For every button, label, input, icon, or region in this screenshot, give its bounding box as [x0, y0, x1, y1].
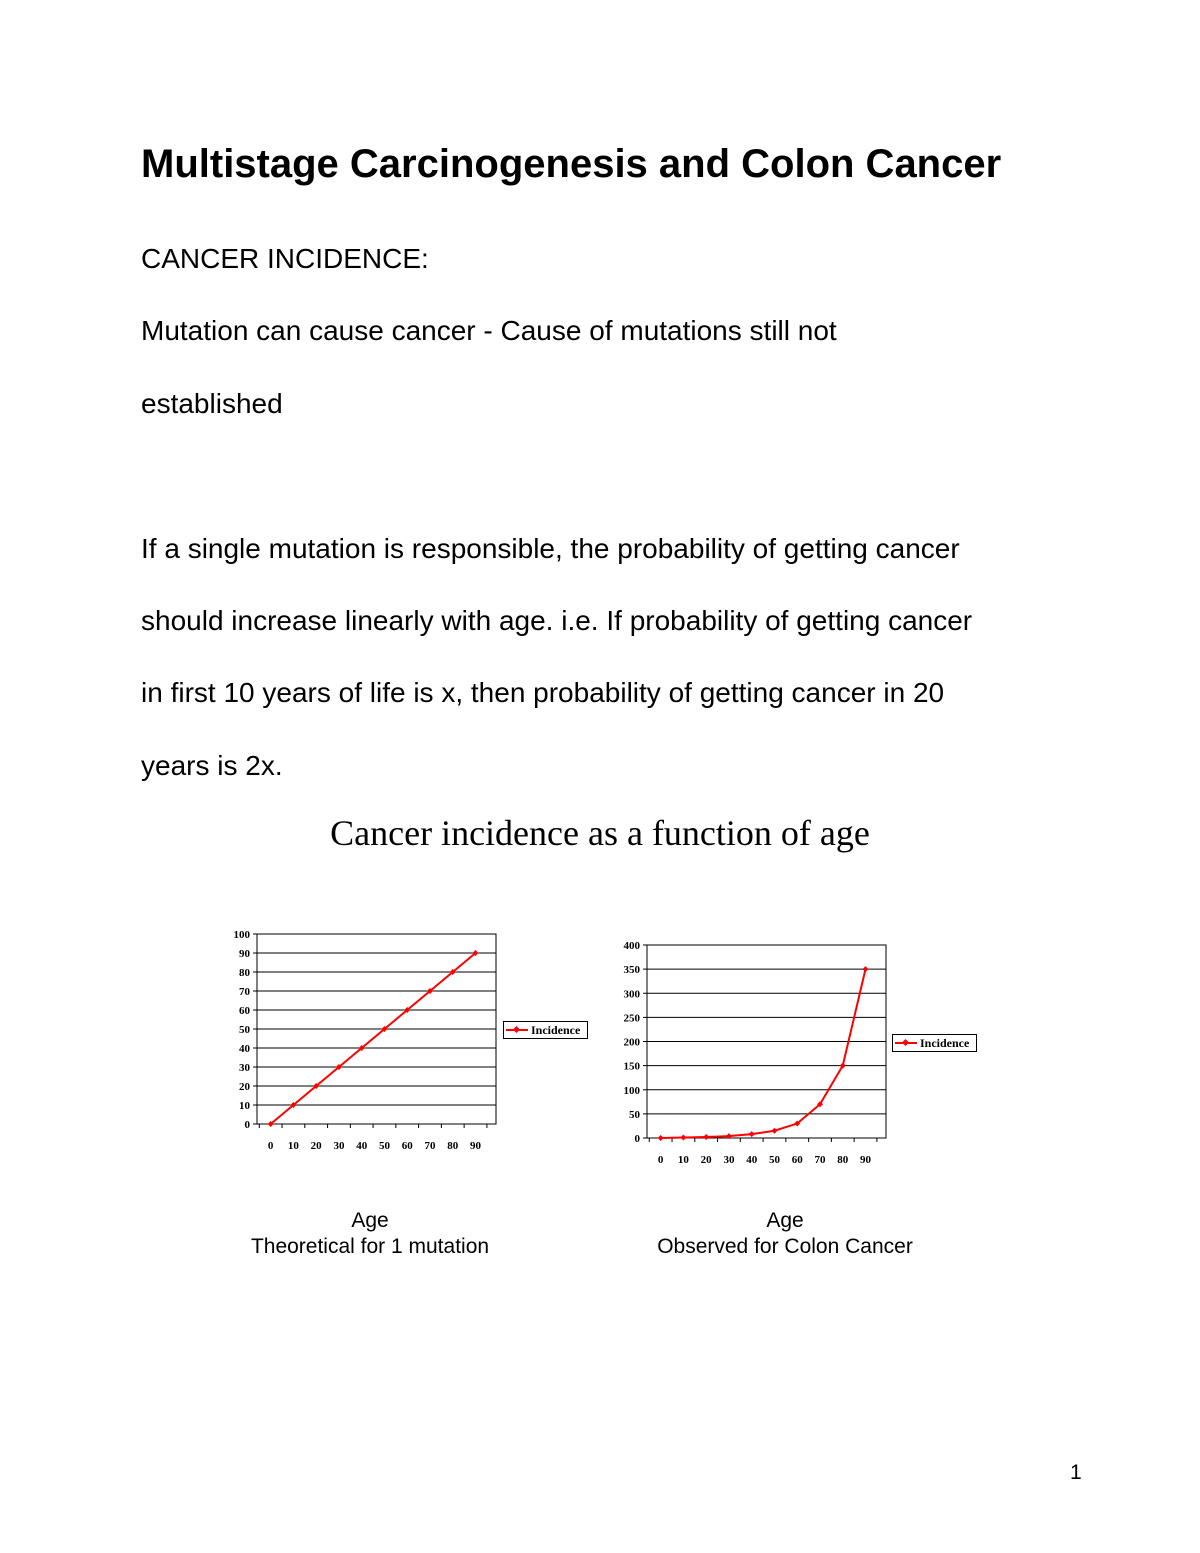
section-heading: CANCER INCIDENCE: [141, 243, 429, 274]
y-tick-label: 90 [239, 948, 250, 960]
caption-text: Theoretical for 1 mutation [250, 1235, 490, 1258]
y-tick-label: 10 [239, 1100, 250, 1112]
page-title: Multistage Carcinogenesis and Colon Cancer [141, 142, 1002, 186]
y-tick-label: 70 [239, 986, 250, 998]
y-tick-label: 80 [239, 967, 250, 979]
y-tick-label: 400 [623, 940, 640, 952]
chart-caption-theoretical [220, 1208, 520, 1260]
y-tick-label: 350 [623, 964, 640, 977]
x-tick-label: 10 [287, 1140, 299, 1152]
x-tick-label: 40 [356, 1140, 368, 1152]
x-tick-label: 80 [447, 1140, 459, 1152]
series-line [271, 953, 476, 1124]
body-line: established [141, 388, 283, 419]
x-tick-label: 80 [837, 1154, 849, 1166]
x-tick-label: 50 [768, 1154, 780, 1166]
y-tick-label: 60 [239, 1005, 250, 1017]
body-line: should increase linearly with age. i.e. If probability of getting cancer [141, 605, 973, 636]
series-line [661, 969, 866, 1138]
chart-caption-observed [635, 1208, 935, 1260]
x-tick-label: 20 [700, 1154, 712, 1166]
x-tick-label: 30 [723, 1154, 735, 1166]
figure-title: Cancer incidence as a function of age [330, 813, 870, 853]
x-axis-label: Age [351, 1209, 389, 1232]
y-tick-label: 100 [623, 1084, 640, 1097]
chart-legend-theoretical [503, 1021, 588, 1039]
x-tick-label: 0 [267, 1140, 274, 1152]
chart-legend-observed [892, 1034, 977, 1052]
caption-text: Observed for Colon Cancer [657, 1235, 913, 1258]
x-axis-label: Age [766, 1209, 804, 1232]
y-tick-label: 300 [623, 988, 640, 1001]
body-line: If a single mutation is responsible, the probability of getting cancer [141, 533, 960, 564]
x-tick-label: 0 [657, 1154, 664, 1166]
data-point [749, 1131, 755, 1137]
x-tick-label: 50 [378, 1140, 390, 1152]
x-tick-label: 30 [333, 1140, 345, 1152]
y-tick-label: 250 [623, 1012, 640, 1025]
data-point [863, 966, 869, 972]
x-tick-label: 60 [401, 1140, 413, 1152]
data-point [680, 1135, 686, 1141]
y-tick-label: 100 [233, 929, 250, 941]
body-line: in first 10 years of life is x, then probability of getting cancer in 20 [141, 677, 945, 708]
y-tick-label: 150 [623, 1060, 640, 1073]
legend-label: Incidence [531, 1022, 581, 1037]
data-point [771, 1128, 777, 1134]
x-tick-label: 70 [814, 1154, 826, 1166]
x-tick-label: 10 [677, 1154, 689, 1166]
body-line: Mutation can cause cancer - Cause of mutations still not [141, 315, 837, 346]
y-tick-label: 0 [244, 1119, 250, 1131]
legend-line-marker-icon [506, 1025, 528, 1035]
observed-incidence-chart [590, 930, 900, 1180]
x-tick-label: 40 [746, 1154, 758, 1166]
y-tick-label: 50 [629, 1108, 640, 1121]
y-tick-label: 0 [634, 1133, 640, 1145]
data-point [658, 1135, 664, 1141]
x-tick-label: 70 [424, 1140, 436, 1152]
x-tick-label: 90 [470, 1140, 482, 1152]
theoretical-incidence-chart [200, 920, 510, 1170]
y-tick-label: 200 [623, 1036, 640, 1049]
body-line: years is 2x. [141, 750, 283, 781]
y-tick-label: 50 [239, 1024, 250, 1036]
page-number: 1 [1070, 1461, 1082, 1484]
y-tick-label: 30 [239, 1062, 250, 1074]
x-tick-label: 20 [310, 1140, 322, 1152]
legend-label: Incidence [920, 1035, 970, 1050]
x-tick-label: 90 [860, 1154, 872, 1166]
x-tick-label: 60 [791, 1154, 803, 1166]
legend-line-marker-icon [895, 1038, 917, 1048]
y-tick-label: 40 [239, 1043, 250, 1055]
y-tick-label: 20 [239, 1081, 250, 1093]
data-point [703, 1134, 709, 1140]
